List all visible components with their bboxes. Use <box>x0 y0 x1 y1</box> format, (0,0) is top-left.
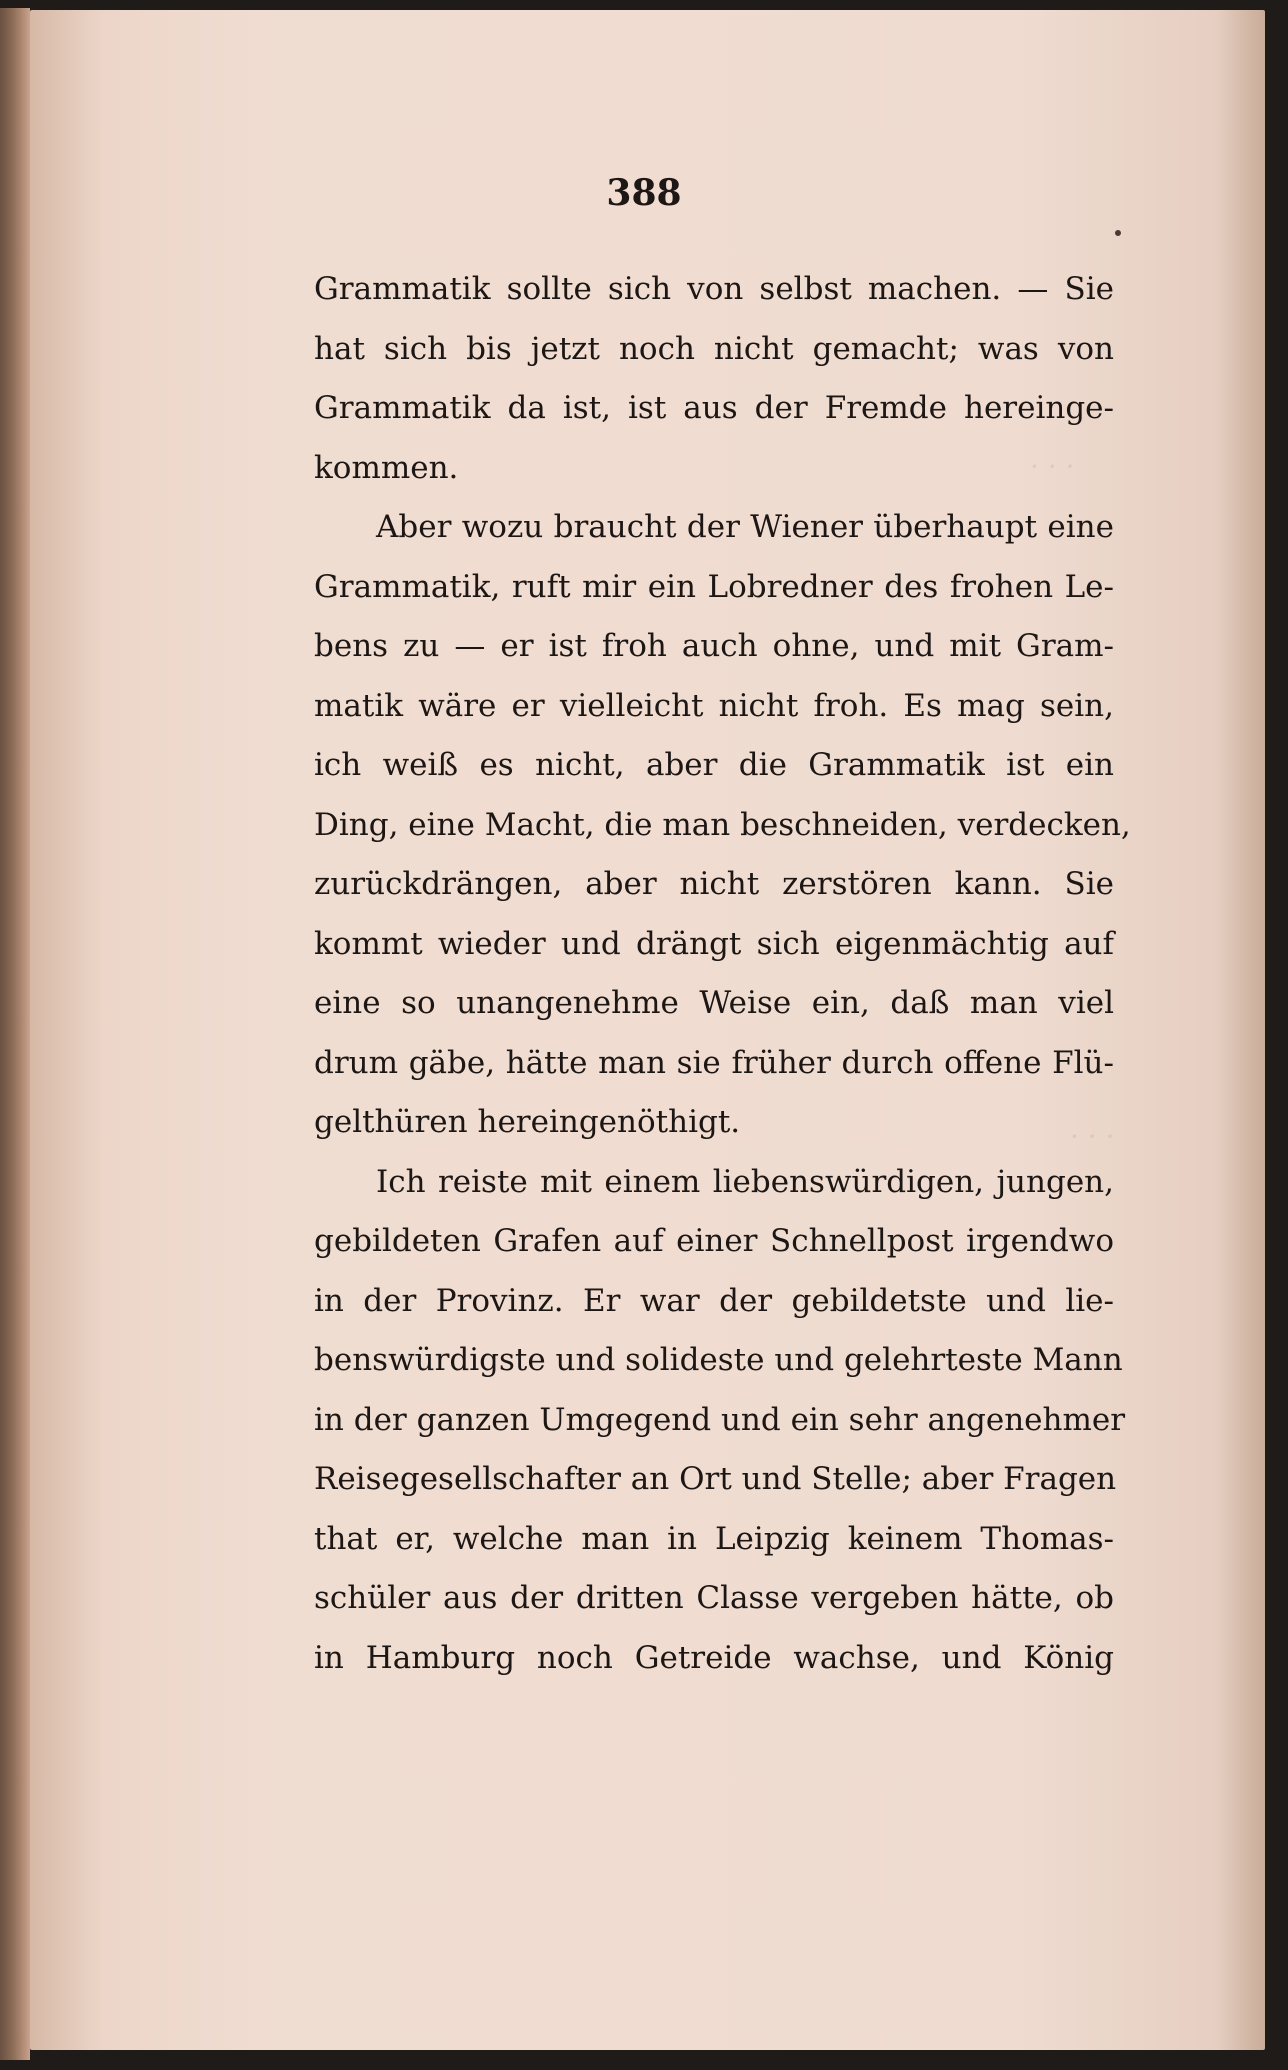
page-number: 388 <box>606 172 682 214</box>
text-line: Grammatik, ruft mir ein Lobredner des frohen Le- <box>314 568 1114 605</box>
text-line: Grammatik da ist, ist aus der Fremde hereinge- <box>314 390 1114 426</box>
text-line: Ich reiste mit einem liebenswürdigen, jungen, <box>376 1163 1114 1200</box>
ink-speck <box>1115 230 1121 236</box>
text-line: kommen. <box>314 449 459 486</box>
text-line: in der Provinz. Er war der gebildetste und lie- <box>314 1282 1114 1319</box>
text-line: bens zu — er ist froh auch ohne, und mit Gram- <box>314 628 1114 664</box>
text-line: drum gäbe, hätte man sie früher durch offene Flü- <box>314 1044 1114 1081</box>
text-line: hat sich bis jetzt noch nicht gemacht; was von <box>314 330 1114 367</box>
text-line: Reisegesellschafter an Ort und Stelle; aber Fragen <box>314 1461 1117 1497</box>
paragraph <box>314 260 1114 498</box>
paragraph <box>314 498 1131 1153</box>
bleed-through-shadow: · · · <box>1030 450 1075 483</box>
text-line: kommt wieder und drängt sich eigenmächtig auf <box>314 925 1114 962</box>
text-line: in Hamburg noch Getreide wachse, und König <box>314 1639 1114 1676</box>
text-line: in der ganzen Umgegend und ein sehr angenehmer <box>314 1401 1126 1438</box>
text-line: ich weiß es nicht, aber die Grammatik ist ein <box>314 747 1114 783</box>
body-text <box>314 260 1131 1688</box>
text-line: Grammatik sollte sich von selbst machen. — Sie <box>314 271 1114 307</box>
text-line: zurückdrängen, aber nicht zerstören kann. Sie <box>314 866 1114 902</box>
text-line: eine so unangenehme Weise ein, daß man viel <box>314 985 1114 1021</box>
text-line: that er, welche man in Leipzig keinem Thomas- <box>314 1520 1114 1557</box>
text-line: gebildeten Grafen auf einer Schnellpost irgendwo <box>314 1223 1114 1259</box>
bleed-through-shadow: · · · <box>1070 1120 1115 1153</box>
text-line: gelthüren hereingenöthigt. <box>314 1104 741 1140</box>
text-line: Aber wozu braucht der Wiener überhaupt eine <box>376 509 1114 545</box>
text-line: matik wäre er vielleicht nicht froh. Es mag sein, <box>314 687 1114 724</box>
page-stack-edge <box>0 8 30 2060</box>
paragraph <box>314 1153 1126 1689</box>
text-line: benswürdigste und solideste und gelehrteste Mann <box>314 1342 1123 1378</box>
text-line: schüler aus der dritten Classe vergeben hätte, ob <box>314 1580 1114 1616</box>
text-line: Ding, eine Macht, die man beschneiden, verdecken, <box>314 806 1131 843</box>
